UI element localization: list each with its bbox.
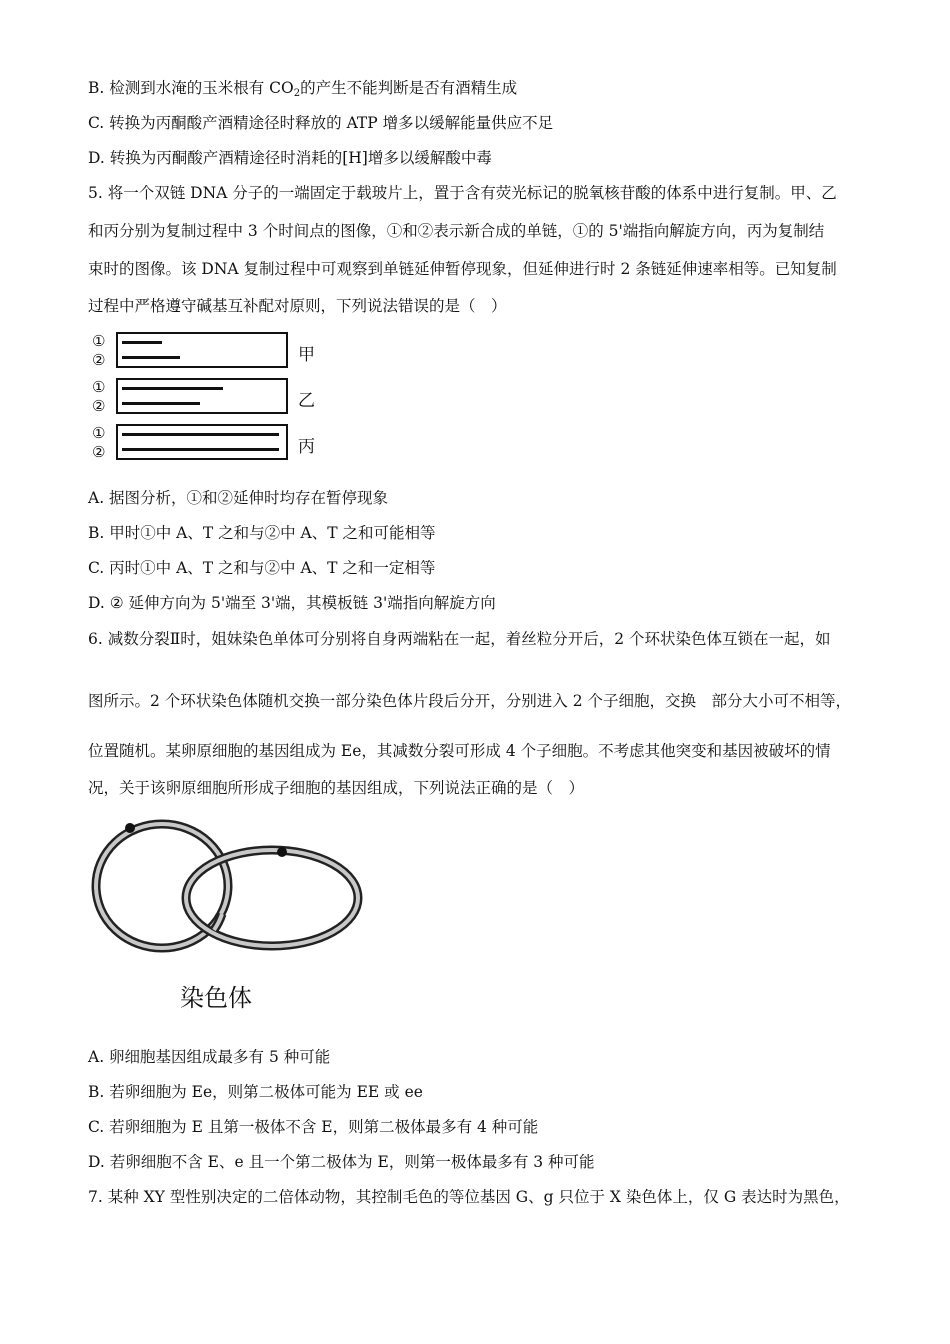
q5-stem-line-3: 束时的图像。该 DNA 复制过程中可观察到单链延伸暂停现象，但延伸进行时 2 条链延伸速率相等。已知复制 [88,260,837,278]
dna-panel-jia [116,332,288,368]
new-strand-2 [122,356,180,359]
strand-2-label: ② [92,443,106,461]
q4-option-b [88,78,517,98]
q5-option-b: B. 甲时①中 A、T 之和与②中 A、T 之和可能相等 [88,524,436,542]
q5-stem-line-1: 5. 将一个双链 DNA 分子的一端固定于载玻片上，置于含有荧光标记的脱氧核苷酸的体系中进行复制。甲、乙 [88,184,837,202]
strand-1-label: ① [92,378,106,396]
q6-option-c: C. 若卵细胞为 E 且第一极体不含 E，则第二极体最多有 4 种可能 [88,1118,539,1136]
q4-option-b-text-end: 的产生不能判断是否有酒精生成 [300,79,518,97]
co2-subscript: 2 [293,88,301,99]
q6-stem-line-1: 6. 减数分裂Ⅱ时，姐妹染色单体可分别将自身两端粘在一起，着丝粒分开后，2 个环状染色体互锁在一起，如 [88,630,831,648]
centromere-left [125,823,135,833]
right-ring-chromatid-fill [186,850,358,946]
centromere-right [277,847,287,857]
strand-1-label: ① [92,332,106,350]
strand-2-label: ② [92,397,106,415]
q7-stem-line-1: 7. 某种 XY 型性别决定的二倍体动物，其控制毛色的等位基因 G、g 只位于 X 染色体上，仅 G 表达时为黑色， [88,1188,850,1206]
interlocked-ring-chromosomes-figure [86,812,376,972]
q5-stem-line-4: 过程中严格遵守碱基互补配对原则，下列说法错误的是（ ） [88,297,507,315]
q6-option-b: B. 若卵细胞为 Ee，则第二极体可能为 EE 或 ee [88,1083,423,1101]
q6-option-d: D. 若卵细胞不含 E、e 且一个第二极体为 E，则第一极体最多有 3 种可能 [88,1153,595,1171]
q4-option-c: C. 转换为丙酮酸产酒精途径时释放的 ATP 增多以缓解能量供应不足 [88,114,554,132]
q4-option-d: D. 转换为丙酮酸产酒精途径时消耗的[H]增多以缓解酸中毒 [88,149,492,167]
dna-panel-bing [116,424,288,460]
strand-1-label: ① [92,424,106,442]
new-strand-2 [122,402,200,405]
panel-label-yi: 乙 [298,391,315,411]
panel-label-jia: 甲 [298,345,315,365]
new-strand-1 [122,341,162,344]
dna-panel-yi [116,378,288,414]
panel-label-bing: 丙 [298,437,315,457]
new-strand-1 [122,387,223,390]
q4-option-b-text: B. 检测到水淹的玉米根有 CO [88,79,294,97]
new-strand-1 [122,433,279,436]
q6-stem-line-2: 图所示。2 个环状染色体随机交换一部分染色体片段后分开，分别进入 2 个子细胞，交换 部分大小可不相等， [88,692,852,710]
strand-2-label: ② [92,351,106,369]
q5-option-a: A. 据图分析，①和②延伸时均存在暂停现象 [88,489,389,507]
new-strand-2 [122,448,279,451]
q6-stem-line-3: 位置随机。某卵原细胞的基因组成为 Ee，其减数分裂可形成 4 个子细胞。不考虑其他突变和基因被破坏的情 [88,742,831,760]
figure-caption: 染色体 [180,984,252,1012]
q6-stem-line-4: 况，关于该卵原细胞所形成子细胞的基因组成，下列说法正确的是（ ） [88,779,585,797]
q5-stem-line-2: 和丙分别为复制过程中 3 个时间点的图像，①和②表示新合成的单链，①的 5'端指向解旋方向，丙为复制结 [88,222,825,240]
q5-option-c: C. 丙时①中 A、T 之和与②中 A、T 之和一定相等 [88,559,436,577]
q5-option-d: D. ② 延伸方向为 5'端至 3'端，其模板链 3'端指向解旋方向 [88,594,496,612]
q6-option-a: A. 卵细胞基因组成最多有 5 种可能 [88,1048,331,1066]
